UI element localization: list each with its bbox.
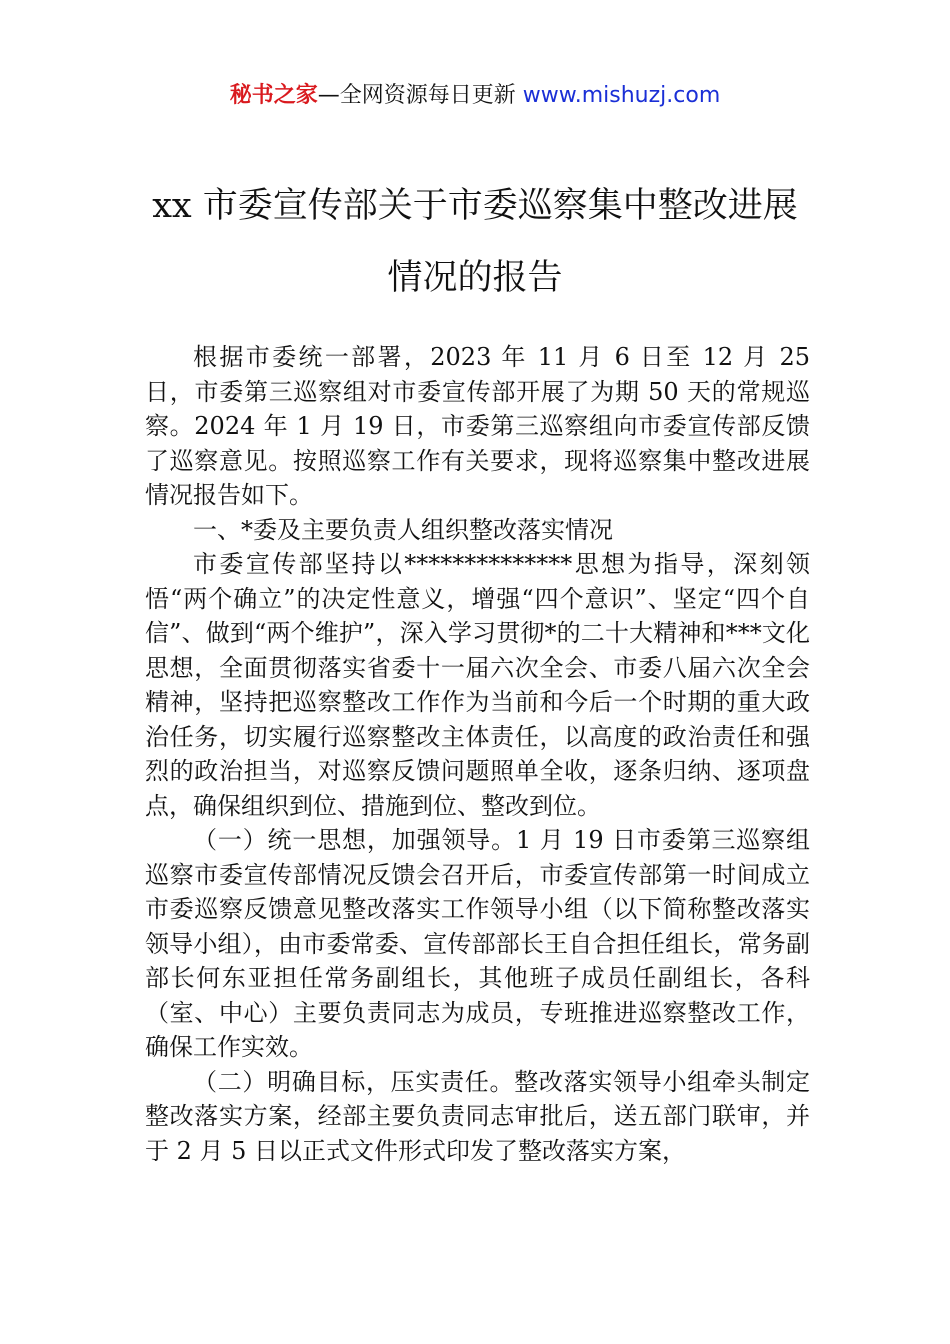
document-title [130,170,820,314]
brand-name: 秘书之家 [229,83,318,108]
section-heading-1: 一、*委及主要负责人组织整改落实情况 [193,515,613,544]
paragraph-item-1: （一）统一思想，加强领导。1 月 19 日市委第三巡察组巡察市委宣传部情况反馈会召开后，市委宣传部第一时间成立市委巡察反馈意见整改落实工作领导小组（以下简称整改落实领导小组），由市委常委、宣传部部长王自合担任组长，常务副部长何东亚担任常务副组长，其他班子成员任副组长，各科（室、中心）主要负责同志为成员，专班推进巡察整改工作，确保工作实效。 [145,826,810,1061]
paragraph-section-1: 市委宣传部坚持以**************思想为指导，深刻领悟“两个确立”的决定性意义，增强“四个意识”、坚定“四个自信”、做到“两个维护”，深入学习贯彻*的二十大精神和***文化思想，全面贯彻落实省委十一届六次全会、市委八届六次全会精神，坚持把巡察整改工作作为当前和今后一个时期的重大政治任务，切实履行巡察整改主体责任，以高度的政治责任和强烈的政治担当，对巡察反馈问题照单全收，逐条归纳、逐项盘点，确保组织到位、措施到位、整改到位。 [145,550,810,820]
header-tagline: —全网资源每日更新 [317,83,523,108]
document-body [145,340,810,1168]
site-url-link[interactable]: www.mishuzj.com [522,83,721,108]
site-header [0,80,950,112]
title-line-1: xx 市委宣传部关于市委巡察集中整改进展 [152,186,798,226]
paragraph-item-2: （二）明确目标，压实责任。整改落实领导小组牵头制定整改落实方案，经部主要负责同志审批后，送五部门联审，并于 2 月 5 日以正式文件形式印发了整改落实方案， [145,1067,810,1165]
paragraph-intro: 根据市委统一部署，2023 年 11 月 6 日至 12 月 25 日，市委第三巡察组对市委宣传部开展了为期 50 天的常规巡察。2024 年 1 月 19 日，市委第三巡察组向市委宣传部反馈了巡察意见。按照巡察工作有关要求，现将巡察集中整改进展情况报告如下。 [145,343,810,509]
title-line-2: 情况的报告 [387,258,563,298]
